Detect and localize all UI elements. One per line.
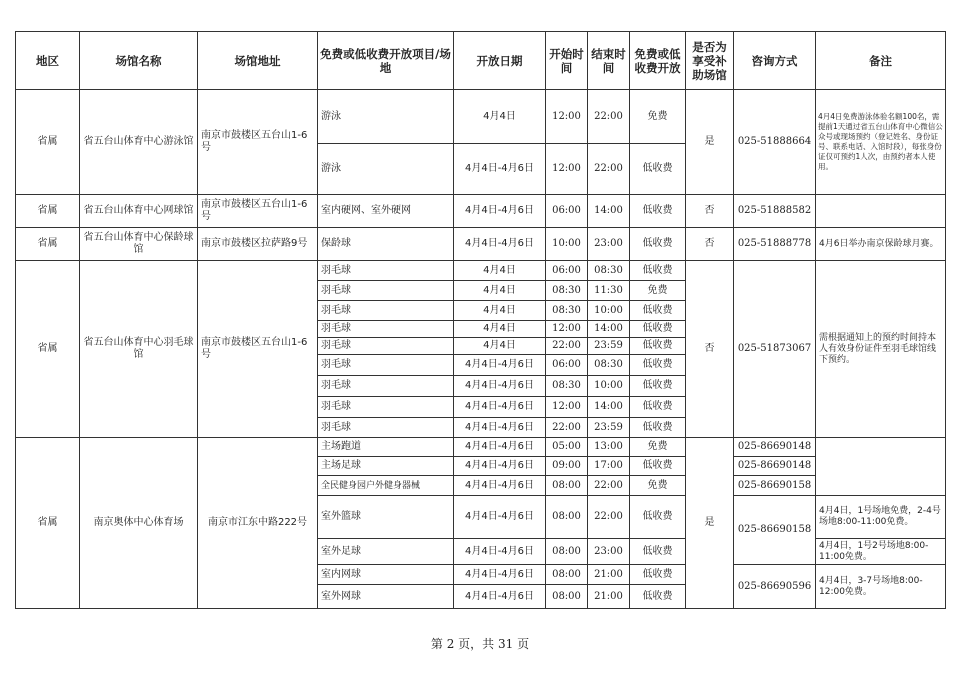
header-open-date: 开放日期 <box>454 32 546 90</box>
project-cell: 羽毛球 <box>318 338 454 355</box>
table-row <box>16 228 946 261</box>
region-cell: 省属 <box>16 228 80 261</box>
date-cell: 4月4日-4月6日 <box>454 438 546 457</box>
fee-cell: 低收费 <box>630 418 686 438</box>
fee-cell: 低收费 <box>630 457 686 476</box>
venue-address-cell: 南京市鼓楼区五台山1-6号 <box>198 90 318 195</box>
venue-address-cell: 南京市鼓楼区五台山1-6号 <box>198 195 318 228</box>
table-row <box>16 90 946 144</box>
end-time-cell: 22:00 <box>588 144 630 195</box>
project-cell: 室内网球 <box>318 565 454 585</box>
region-cell: 省属 <box>16 90 80 195</box>
date-cell: 4月4日-4月6日 <box>454 228 546 261</box>
fee-cell: 低收费 <box>630 355 686 376</box>
date-cell: 4月4日-4月6日 <box>454 144 546 195</box>
date-cell: 4月4日-4月6日 <box>454 476 546 496</box>
page-footer: 第 2 页，共 31 页 <box>430 637 530 651</box>
fee-cell: 低收费 <box>630 397 686 418</box>
header-region: 地区 <box>16 32 80 90</box>
end-time-cell: 23:59 <box>588 418 630 438</box>
venue-name-cell: 省五台山体育中心网球馆 <box>80 195 198 228</box>
header-venue-name: 场馆名称 <box>80 32 198 90</box>
fee-cell: 低收费 <box>630 195 686 228</box>
fee-cell: 低收费 <box>630 496 686 539</box>
contact-cell: 025-51873067 <box>734 261 816 438</box>
date-cell: 4月4日-4月6日 <box>454 355 546 376</box>
table-row <box>16 438 946 457</box>
fee-cell: 低收费 <box>630 301 686 321</box>
date-cell: 4月4日-4月6日 <box>454 565 546 585</box>
header-start-time: 开始时间 <box>546 32 588 90</box>
fee-cell: 低收费 <box>630 228 686 261</box>
contact-cell: 025-51888778 <box>734 228 816 261</box>
project-cell: 羽毛球 <box>318 301 454 321</box>
venue-name-cell: 省五台山体育中心游泳馆 <box>80 90 198 195</box>
remark-cell: 4月4日，1号场地免费，2-4号场地8:00-11:00免费。 <box>816 496 946 539</box>
header-remarks: 备注 <box>816 32 946 90</box>
date-cell: 4月4日-4月6日 <box>454 418 546 438</box>
remark-cell: 4月4日免费游泳体验名额100名，需提前1天通过省五台山体育中心微信公众号或现场预约（登记姓名、身份证号、联系电话、入馆时段），每张身份证仅可预约1人次，由预约者本人使用。 <box>816 90 946 195</box>
start-time-cell: 10:00 <box>546 228 588 261</box>
venue-name-cell: 省五台山体育中心保龄球馆 <box>80 228 198 261</box>
end-time-cell: 10:00 <box>588 301 630 321</box>
date-cell: 4月4日-4月6日 <box>454 539 546 565</box>
date-cell: 4月4日 <box>454 90 546 144</box>
end-time-cell: 08:30 <box>588 355 630 376</box>
date-cell: 4月4日 <box>454 321 546 338</box>
project-cell: 游泳 <box>318 90 454 144</box>
project-cell: 羽毛球 <box>318 397 454 418</box>
fee-cell: 低收费 <box>630 585 686 609</box>
end-time-cell: 11:30 <box>588 281 630 301</box>
project-cell: 室外足球 <box>318 539 454 565</box>
subsidy-cell: 否 <box>686 261 734 438</box>
end-time-cell: 13:00 <box>588 438 630 457</box>
fee-cell: 低收费 <box>630 321 686 338</box>
project-cell: 主场足球 <box>318 457 454 476</box>
project-cell: 游泳 <box>318 144 454 195</box>
fee-cell: 免费 <box>630 438 686 457</box>
project-cell: 羽毛球 <box>318 376 454 397</box>
end-time-cell: 08:30 <box>588 261 630 281</box>
fee-cell: 低收费 <box>630 338 686 355</box>
end-time-cell: 14:00 <box>588 397 630 418</box>
region-cell: 省属 <box>16 261 80 438</box>
end-time-cell: 21:00 <box>588 565 630 585</box>
venue-address-cell: 南京市鼓楼区五台山1-6号 <box>198 261 318 438</box>
start-time-cell: 09:00 <box>546 457 588 476</box>
end-time-cell: 22:00 <box>588 496 630 539</box>
date-cell: 4月4日-4月6日 <box>454 585 546 609</box>
date-cell: 4月4日-4月6日 <box>454 457 546 476</box>
date-cell: 4月4日-4月6日 <box>454 496 546 539</box>
contact-cell: 025-51888664 <box>734 90 816 195</box>
header-subsidy: 是否为享受补助场馆 <box>686 32 734 90</box>
start-time-cell: 08:00 <box>546 476 588 496</box>
project-cell: 室内硬网、室外硬网 <box>318 195 454 228</box>
region-cell: 省属 <box>16 195 80 228</box>
date-cell: 4月4日 <box>454 281 546 301</box>
end-time-cell: 23:00 <box>588 539 630 565</box>
date-cell: 4月4日-4月6日 <box>454 195 546 228</box>
remark-cell <box>816 195 946 228</box>
header-contact: 咨询方式 <box>734 32 816 90</box>
start-time-cell: 12:00 <box>546 321 588 338</box>
project-cell: 羽毛球 <box>318 321 454 338</box>
start-time-cell: 06:00 <box>546 195 588 228</box>
project-cell: 室外网球 <box>318 585 454 609</box>
fee-cell: 免费 <box>630 476 686 496</box>
start-time-cell: 08:30 <box>546 376 588 397</box>
end-time-cell: 23:59 <box>588 338 630 355</box>
fee-cell: 低收费 <box>630 539 686 565</box>
remark-cell: 4月6日举办南京保龄球月赛。 <box>816 228 946 261</box>
fee-cell: 免费 <box>630 90 686 144</box>
start-time-cell: 06:00 <box>546 261 588 281</box>
subsidy-cell: 否 <box>686 228 734 261</box>
end-time-cell: 17:00 <box>588 457 630 476</box>
project-cell: 主场跑道 <box>318 438 454 457</box>
end-time-cell: 23:00 <box>588 228 630 261</box>
header-venue-address: 场馆地址 <box>198 32 318 90</box>
fee-cell: 低收费 <box>630 376 686 397</box>
end-time-cell: 22:00 <box>588 476 630 496</box>
contact-cell: 025-86690158 <box>734 476 816 496</box>
start-time-cell: 08:30 <box>546 301 588 321</box>
header-fee-type: 免费或低收费开放 <box>630 32 686 90</box>
start-time-cell: 08:00 <box>546 496 588 539</box>
end-time-cell: 22:00 <box>588 90 630 144</box>
subsidy-cell: 否 <box>686 195 734 228</box>
start-time-cell: 05:00 <box>546 438 588 457</box>
project-cell: 羽毛球 <box>318 261 454 281</box>
start-time-cell: 12:00 <box>546 144 588 195</box>
start-time-cell: 08:30 <box>546 281 588 301</box>
end-time-cell: 14:00 <box>588 195 630 228</box>
contact-cell: 025-86690148 <box>734 438 816 457</box>
remark-cell <box>816 438 946 496</box>
start-time-cell: 22:00 <box>546 418 588 438</box>
date-cell: 4月4日-4月6日 <box>454 397 546 418</box>
contact-cell: 025-86690158 <box>734 496 816 565</box>
start-time-cell: 08:00 <box>546 539 588 565</box>
date-cell: 4月4日 <box>454 301 546 321</box>
fee-cell: 低收费 <box>630 565 686 585</box>
fee-cell: 低收费 <box>630 261 686 281</box>
end-time-cell: 14:00 <box>588 321 630 338</box>
start-time-cell: 22:00 <box>546 338 588 355</box>
project-cell: 室外篮球 <box>318 496 454 539</box>
start-time-cell: 08:00 <box>546 565 588 585</box>
header-end-time: 结束时间 <box>588 32 630 90</box>
remark-cell: 4月4日，1号2号场地8:00-11:00免费。 <box>816 539 946 565</box>
venue-schedule-table <box>15 31 946 609</box>
remark-cell: 4月4日，3-7号场地8:00-12:00免费。 <box>816 565 946 609</box>
remark-cell: 需根据通知上的预约时间持本人有效身份证件至羽毛球馆线下预约。 <box>816 261 946 438</box>
venue-address-cell: 南京市鼓楼区拉萨路9号 <box>198 228 318 261</box>
end-time-cell: 10:00 <box>588 376 630 397</box>
date-cell: 4月4日 <box>454 338 546 355</box>
start-time-cell: 06:00 <box>546 355 588 376</box>
fee-cell: 免费 <box>630 281 686 301</box>
header-row <box>16 32 946 90</box>
start-time-cell: 12:00 <box>546 90 588 144</box>
project-cell: 羽毛球 <box>318 281 454 301</box>
subsidy-cell: 是 <box>686 90 734 195</box>
contact-cell: 025-86690596 <box>734 565 816 609</box>
table-row <box>16 261 946 281</box>
end-time-cell: 21:00 <box>588 585 630 609</box>
venue-name-cell: 省五台山体育中心羽毛球馆 <box>80 261 198 438</box>
project-cell: 羽毛球 <box>318 418 454 438</box>
contact-cell: 025-51888582 <box>734 195 816 228</box>
table-row <box>16 195 946 228</box>
date-cell: 4月4日 <box>454 261 546 281</box>
start-time-cell: 08:00 <box>546 585 588 609</box>
fee-cell: 低收费 <box>630 144 686 195</box>
project-cell: 保龄球 <box>318 228 454 261</box>
date-cell: 4月4日-4月6日 <box>454 376 546 397</box>
venue-name-cell: 南京奥体中心体育场 <box>80 438 198 609</box>
venue-address-cell: 南京市江东中路222号 <box>198 438 318 609</box>
subsidy-cell: 是 <box>686 438 734 609</box>
start-time-cell: 12:00 <box>546 397 588 418</box>
header-project: 免费或低收费开放项目/场地 <box>318 32 454 90</box>
contact-cell: 025-86690148 <box>734 457 816 476</box>
project-cell: 羽毛球 <box>318 355 454 376</box>
project-cell: 全民健身园户外健身器械 <box>318 476 454 496</box>
region-cell: 省属 <box>16 438 80 609</box>
